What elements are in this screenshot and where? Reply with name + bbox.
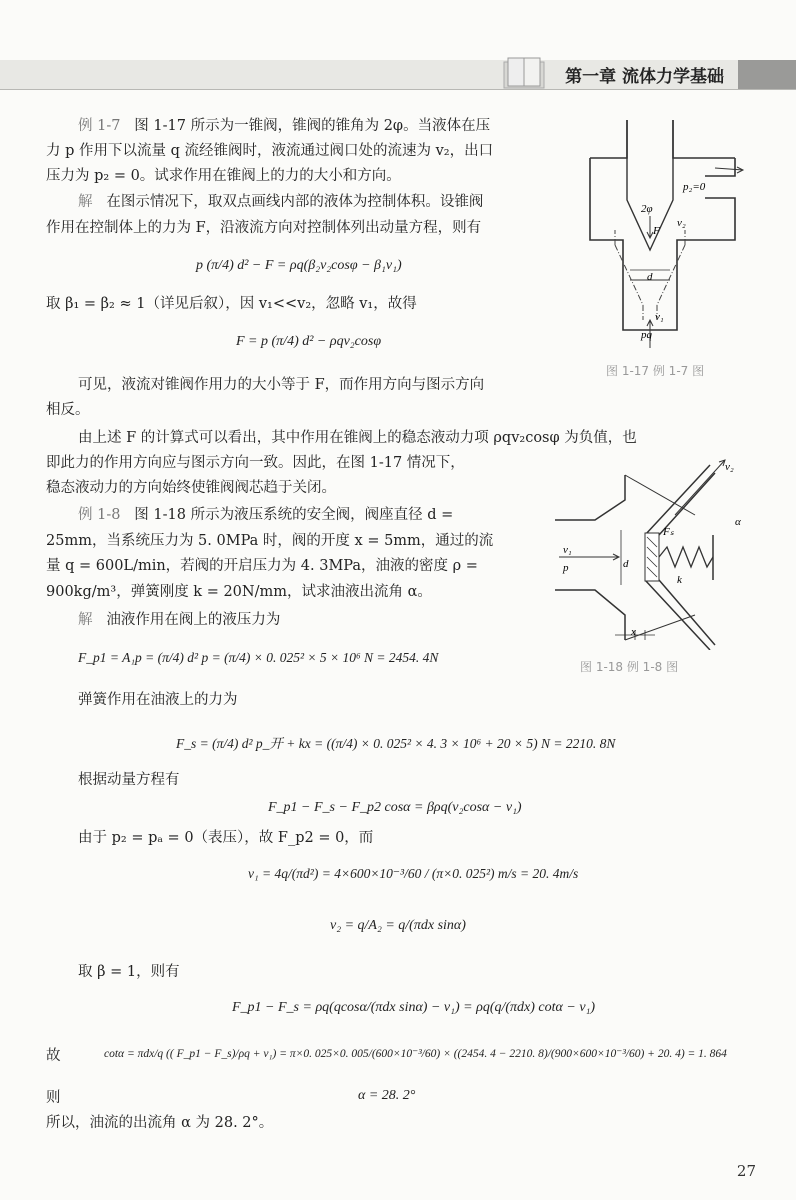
example-label: 例 1-8 <box>78 507 121 523</box>
example-1-7-line3: 压力为 p₂ = 0。试求作用在锥阀上的力的大小和方向。 <box>46 168 401 184</box>
example-label: 例 1-7 <box>78 118 121 134</box>
conclusion-line5: 稳态液动力的方向始终使锥阀阀芯趋于关闭。 <box>46 480 336 496</box>
label-d: d <box>623 558 629 570</box>
label-k: k <box>677 574 682 586</box>
solution-1-7-line1: 解 在图示情况下，取双点画线内部的液体为控制体积。设锥阀 <box>78 194 484 210</box>
final-answer-line: 所以，油流的出流角 α 为 28. 2°。 <box>46 1115 274 1131</box>
example-1-8-line4: 900kg/m³，弹簧刚度 k = 20N/mm，试求油液出流角 α。 <box>46 584 432 600</box>
conclusion-line3: 由上述 F 的计算式可以看出，其中作用在锥阀上的稳态液动力项 ρqv₂cosφ 为负值，也 <box>78 430 637 446</box>
label-v1: v₁ <box>655 311 664 323</box>
label-v2: v₂ <box>725 461 734 473</box>
equation-cot-alpha: cotα = πdx/q (( F_p1 − F_s)/ρq + v₁) = π×0. 025×0. 005/(600×10⁻³/60) × ((2454. 4 − 2210. 8)/(900×600×10⁻³/60) + 20. 4) = 1. 864 <box>104 1048 727 1060</box>
example-1-8-line3: 量 q = 600L/min，若阀的开启压力为 4. 3MPa，油液的密度 ρ = <box>46 558 478 574</box>
therefore-label: 故 <box>46 1048 61 1064</box>
equation-Fp1: F_p1 = A₁p = (π/4) d² p = (π/4) × 0. 025² × 5 × 10⁶ N = 2454. 4N <box>78 650 439 665</box>
solution-1-7-line2: 作用在控制体上的力为 F，沿液流方向对控制体列出动量方程，则有 <box>46 220 482 236</box>
equation-v1: v₁ = 4q/(πd²) = 4×600×10⁻³/60 / (π×0. 025²) m/s = 20. 4m/s <box>248 866 579 881</box>
conclusion-line4: 即此力的作用方向应与图示方向一致。因此，在图 1-17 情况下， <box>46 455 465 471</box>
label-d: d <box>647 271 653 283</box>
then-label: 则 <box>46 1090 61 1106</box>
example-1-7-line2: 力 p 作用下以流量 q 流经锥阀时，液流通过阀口处的流速为 v₂，出口 <box>46 143 494 159</box>
label-p2: p₂=0 <box>683 181 706 193</box>
book-icon <box>500 56 548 90</box>
label-v1: v₁ <box>563 544 572 556</box>
pressure-zero-line: 由于 p₂ = pₐ = 0（表压），故 F_p2 = 0，而 <box>78 830 374 846</box>
spring-force-line: 弹簧作用在油液上的力为 <box>78 692 238 708</box>
label-F: F <box>653 225 660 237</box>
figure-1-18-safety-valve <box>555 455 755 650</box>
label-2phi: 2φ <box>641 203 653 215</box>
conclusion-line1: 可见，液流对锥阀作用力的大小等于 F，而作用方向与图示方向 <box>78 377 485 393</box>
conclusion-line2: 相反。 <box>46 402 90 418</box>
equation-force-F: F = p (π/4) d² − ρqv₂cosφ <box>236 334 382 349</box>
momentum-line: 根据动量方程有 <box>78 772 180 788</box>
example-1-8-line2: 25mm，当系统压力为 5. 0MPa 时，阀的开度 x = 5mm，通过的流 <box>46 533 494 549</box>
label-x: x <box>631 626 636 638</box>
example-1-7-line1: 例 1-7 图 1-17 所示为一锥阀，锥阀的锥角为 2φ。当液体在压 <box>78 118 491 134</box>
equation-Fs: F_s = (π/4) d² p_开 + kx = ((π/4) × 0. 025² × 4. 3 × 10⁶ + 20 × 5) N = 2210. 8N <box>176 736 616 751</box>
simplification-line: 取 β₁ = β₂ ≈ 1（详见后叙），因 v₁<<v₂，忽略 v₁，故得 <box>46 296 417 312</box>
equation-beta: F_p1 − F_s = ρq(qcosα/(πdx sinα) − v₁) = ρq(q/(πdx) cotα − v₁) <box>232 1000 596 1015</box>
equation-v2: v₂ = q/A₂ = q/(πdx sinα) <box>330 918 466 933</box>
label-alpha: α <box>735 516 741 528</box>
example-1-8-line1: 例 1-8 图 1-18 所示为液压系统的安全阀，阀座直径 d = <box>78 507 454 523</box>
label-Fs: Fₛ <box>663 526 674 538</box>
equation-alpha: α = 28. 2° <box>358 1088 416 1103</box>
equation-momentum-1-7: p (π/4) d² − F = ρq(β₂v₂cosφ − β₁v₁) <box>196 258 402 273</box>
beta-line: 取 β = 1，则有 <box>78 964 180 980</box>
header-tab-block <box>738 60 796 89</box>
equation-momentum-1-8: F_p1 − F_s − F_p2 cosα = βρq(v₂cosα − v₁) <box>268 800 522 815</box>
label-pq: pq <box>641 329 652 341</box>
solution-1-8-line1: 解 油液作用在阀上的液压力为 <box>78 612 281 628</box>
label-v2: v₂ <box>677 217 686 229</box>
figure-1-18-caption: 图 1-18 例 1-8 图 <box>580 660 679 674</box>
figure-1-17-cone-valve <box>585 120 745 350</box>
chapter-title: 第一章 流体力学基础 <box>565 67 724 87</box>
label-p: p <box>563 562 569 574</box>
page-number: 27 <box>736 1162 756 1180</box>
figure-1-17-caption: 图 1-17 例 1-7 图 <box>606 364 705 378</box>
